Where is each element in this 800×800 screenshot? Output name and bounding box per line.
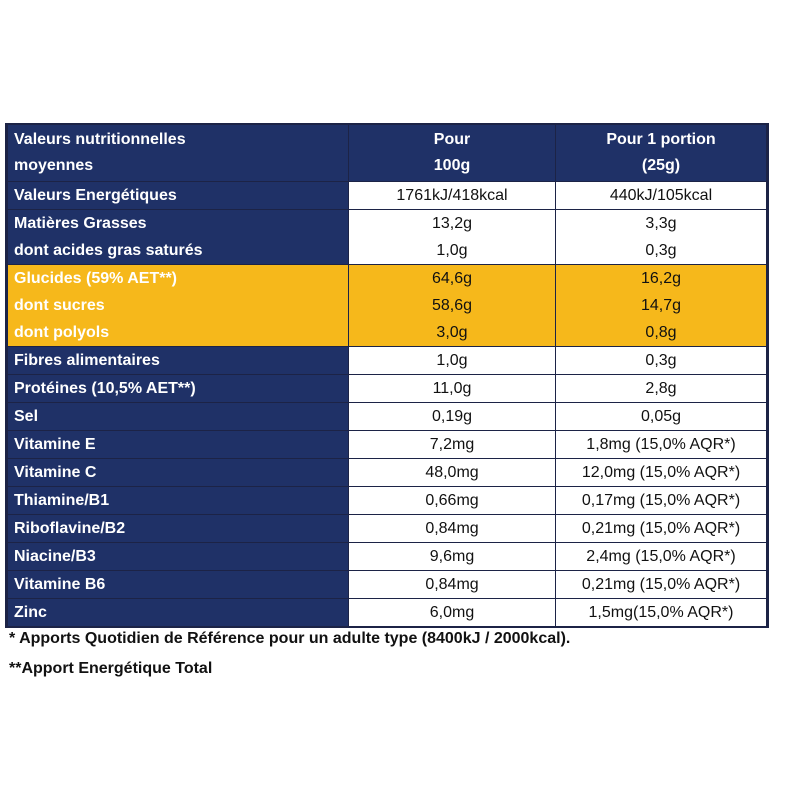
value-per-portion: 1,8mg (15,0% AQR*) — [556, 431, 767, 459]
value-per-portion: 1,5mg(15,0% AQR*) — [556, 599, 767, 627]
nutrient-label: dont polyols — [8, 319, 349, 347]
value-per-100g: 13,2g — [349, 210, 556, 238]
table-row — [8, 237, 767, 265]
nutrient-label: Fibres alimentaires — [8, 347, 349, 375]
value-per-100g: 6,0mg — [349, 599, 556, 627]
value-per-100g: 11,0g — [349, 375, 556, 403]
value-per-portion: 14,7g — [556, 292, 767, 319]
value-per-portion: 0,3g — [556, 237, 767, 265]
nutrient-label: Vitamine C — [8, 459, 349, 487]
nutrient-label: dont acides gras saturés — [8, 237, 349, 265]
nutrient-label: Protéines (10,5% AET**) — [8, 375, 349, 403]
value-per-100g: 7,2mg — [349, 431, 556, 459]
table-row — [8, 210, 767, 238]
header-per100g-column — [349, 125, 556, 182]
value-per-portion: 12,0mg (15,0% AQR*) — [556, 459, 767, 487]
table-row — [8, 182, 767, 210]
value-per-portion: 0,05g — [556, 403, 767, 431]
table-row — [8, 599, 767, 627]
value-per-portion: 0,3g — [556, 347, 767, 375]
nutrient-label: Matières Grasses — [8, 210, 349, 238]
nutrient-label: Sel — [8, 403, 349, 431]
nutrition-table-container — [5, 123, 769, 628]
value-per-portion: 0,21mg (15,0% AQR*) — [556, 515, 767, 543]
nutrient-label: Niacine/B3 — [8, 543, 349, 571]
value-per-portion: 0,17mg (15,0% AQR*) — [556, 487, 767, 515]
header-col2-line1: Pour — [433, 131, 471, 148]
table-row-highlighted — [8, 292, 767, 319]
footnote-aqr: * Apports Quotidien de Référence pour un adulte type (8400kJ / 2000kcal). — [9, 630, 571, 647]
value-per-portion: 2,4mg (15,0% AQR*) — [556, 543, 767, 571]
value-per-portion: 440kJ/105kcal — [556, 182, 767, 210]
nutrient-label: Thiamine/B1 — [8, 487, 349, 515]
table-row — [8, 347, 767, 375]
value-per-100g: 58,6g — [349, 292, 556, 319]
table-row-highlighted — [8, 265, 767, 293]
header-per-portion-column — [556, 125, 767, 182]
value-per-100g: 1,0g — [349, 347, 556, 375]
value-per-100g: 64,6g — [349, 265, 556, 293]
value-per-100g: 1761kJ/418kcal — [349, 182, 556, 210]
table-row — [8, 571, 767, 599]
header-col3-line1: Pour 1 portion — [606, 131, 716, 148]
value-per-100g: 0,66mg — [349, 487, 556, 515]
nutrient-label: Vitamine E — [8, 431, 349, 459]
table-row — [8, 403, 767, 431]
value-per-100g: 1,0g — [349, 237, 556, 265]
table-row — [8, 487, 767, 515]
nutrient-label: Vitamine B6 — [8, 571, 349, 599]
header-nutrient-column — [8, 125, 349, 182]
value-per-100g: 9,6mg — [349, 543, 556, 571]
table-row-highlighted — [8, 319, 767, 347]
value-per-100g: 0,19g — [349, 403, 556, 431]
nutrient-label: Riboflavine/B2 — [8, 515, 349, 543]
table-row — [8, 375, 767, 403]
footnote-aet: **Apport Energétique Total — [9, 660, 213, 677]
nutrient-label: Zinc — [8, 599, 349, 627]
table-row — [8, 431, 767, 459]
value-per-100g: 0,84mg — [349, 571, 556, 599]
value-per-portion: 16,2g — [556, 265, 767, 293]
value-per-portion: 0,8g — [556, 319, 767, 347]
nutrient-label: Glucides (59% AET**) — [8, 265, 349, 293]
nutrient-label: dont sucres — [8, 292, 349, 319]
table-row — [8, 515, 767, 543]
footnotes — [9, 624, 789, 684]
value-per-portion: 0,21mg (15,0% AQR*) — [556, 571, 767, 599]
value-per-portion: 3,3g — [556, 210, 767, 238]
value-per-100g: 48,0mg — [349, 459, 556, 487]
table-header-row — [8, 125, 767, 182]
value-per-portion: 2,8g — [556, 375, 767, 403]
header-col1-line1: Valeurs nutritionnelles — [14, 131, 186, 148]
nutrient-label: Valeurs Energétiques — [8, 182, 349, 210]
header-col1-line2: moyennes — [14, 157, 94, 174]
header-col3-line2: (25g) — [641, 157, 681, 174]
nutrition-table — [7, 125, 767, 626]
value-per-100g: 3,0g — [349, 319, 556, 347]
header-col2-line2: 100g — [433, 157, 471, 174]
table-row — [8, 459, 767, 487]
table-row — [8, 543, 767, 571]
value-per-100g: 0,84mg — [349, 515, 556, 543]
